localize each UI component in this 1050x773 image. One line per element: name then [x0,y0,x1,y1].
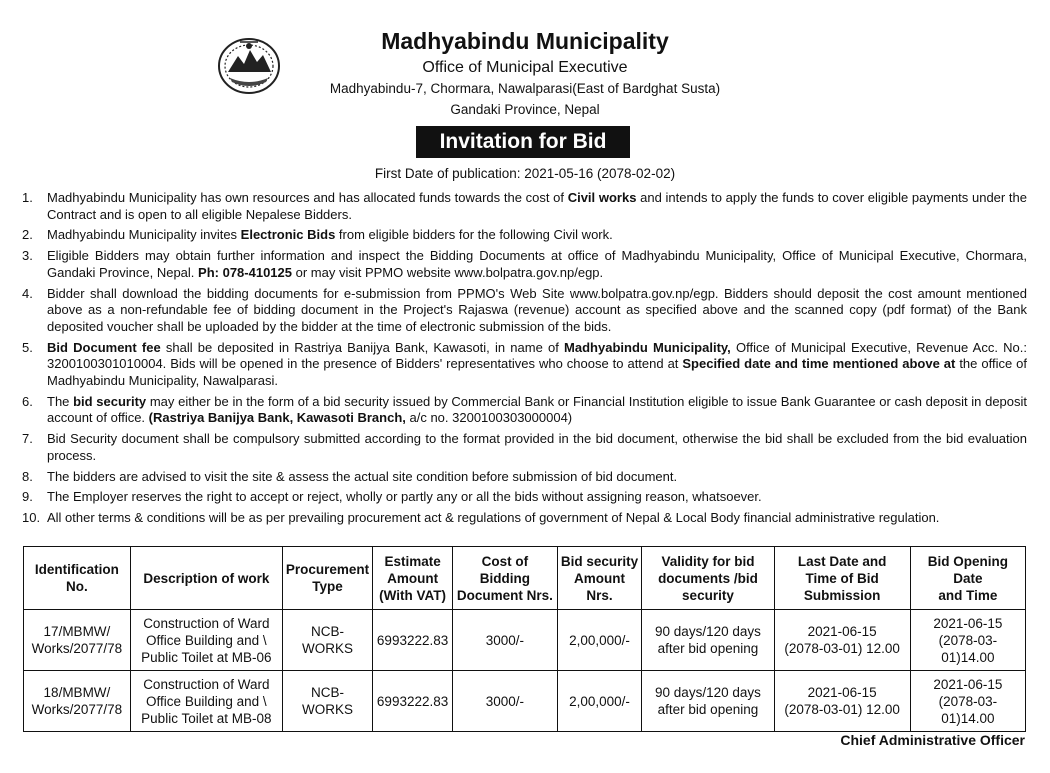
table-cell: 3000/- [453,671,558,732]
office-address: Madhyabindu-7, Chormara, Nawalparasi(East of Bardghat Susta) [329,81,721,96]
term-text: The Employer reserves the right to accept or reject, wholly or partly any or all the bids without assigning reason, whatsoever. [47,489,762,505]
terms-list [22,190,1027,531]
term-text-bold: Madhyabindu Municipality, [564,339,731,355]
term-item [22,489,1027,506]
term-text-bold: bid security [73,393,147,409]
term-number: 9. [22,489,33,505]
column-header: Identification No. [24,547,131,610]
column-header: Estimate Amount (With VAT) [373,547,453,610]
table-cell: 90 days/120 days after bid opening [642,671,774,732]
table-body [24,610,1026,732]
term-number: 6. [22,393,33,409]
term-text-bold: Bid Document fee [47,339,161,355]
term-text: a/c no. 3200100303000004) [405,410,573,426]
office-name: Office of Municipal Executive [422,59,628,76]
table-cell: 6993222.83 [373,671,453,732]
term-text: Madhyabindu Municipality has own resources and has allocated funds towards the cost of [47,190,568,205]
term-item [22,227,1027,244]
term-text: Bidder shall download the bidding documents for e-submission from PPMO's Web Site www.bolpatra.gov.np/egp. Bidders should deposit the cost amount mentioned above as a non-refundable fee of bidding document in the Project's Rajaswa (revenue) account as specified above and the scanned copy (pdf format) of the Bank deposited voucher shall be uploaded by the bidder at the time of electronic submission of the bids. [47,285,1027,334]
table-cell: 17/MBMW/ Works/2077/78 [24,610,131,671]
table-cell: Construction of Ward Office Building and \ Public Toilet at MB-06 [130,610,282,671]
column-header: Description of work [130,547,282,610]
column-header: Bid Opening Date and Time [910,547,1025,610]
table-cell: NCB- WORKS [282,610,372,671]
term-item [22,248,1027,281]
publication-date: First Date of publication: 2021-05-16 (2078-02-02) [374,166,676,181]
term-number: 1. [22,190,33,205]
term-number: 4. [22,285,33,301]
term-text: The [47,393,74,409]
term-text-bold: Specified date and time mentioned above at [682,356,956,372]
column-header: Bid security Amount Nrs. [557,547,642,610]
term-number: 2. [22,227,33,243]
term-text-bold: Civil works [567,190,637,205]
table-cell: 90 days/120 days after bid opening [642,610,774,671]
term-text-bold: Electronic Bids [240,227,336,243]
term-number: 10. [22,509,41,525]
table-cell: NCB- WORKS [282,671,372,732]
term-number: 5. [22,339,33,355]
table-cell: 2021-06-15 (2078-03-01) 12.00 [774,610,910,671]
term-text: the office of Madhyabindu Municipality, Nawalparasi. [47,356,1027,389]
term-text: Bid Security document shall be compulsory submitted according to the format provided in the bid document, otherwise the bid shall be excluded from the bid evaluation process. [47,431,1027,463]
table-row [24,610,1026,671]
term-number: 7. [22,431,33,447]
table-cell: 2,00,000/- [557,610,642,671]
table-row [24,671,1026,732]
term-text-bold: (Rastriya Banijya Bank, Kawasoti Branch, [148,410,406,426]
table-header-row [24,547,1026,610]
column-header: Cost of Bidding Document Nrs. [453,547,558,610]
term-text: may either be in the form of a bid security issued by Commercial Bank or Financial Institution eligible to issue Bank Guarantee or cash deposit in deposit account of office. [47,393,1028,426]
term-text: Eligible Bidders may obtain further information and inspect the Bidding Documents at office of Madhyabindu Municipality, Office of Municipal Executive, Chormara, Gandaki Province, Nepal. [47,248,1027,280]
table-cell: 18/MBMW/ Works/2077/78 [24,671,131,732]
term-text: shall be deposited in Rastriya Banijya Bank, Kawasoti, in name of [160,339,565,355]
table-cell: 6993222.83 [373,610,453,671]
term-item [22,190,1027,223]
term-text: Madhyabindu Municipality invites [47,227,241,243]
term-text: The bidders are advised to visit the site & assess the actual site condition before submission of bid document. [47,468,678,484]
term-text: All other terms & conditions will be as per prevailing procurement act & regulations of government of Nepal & Local Body financial administrative regulation. [47,509,940,525]
term-item [22,394,1027,427]
term-item [22,469,1027,486]
term-text: Office of Municipal Executive, Revenue Acc. No.: 3200100301010004. Bids will be opened in the presence of Bidders' representatives who choose to attend at [47,339,1027,372]
term-number: 3. [22,248,33,264]
table-cell: Construction of Ward Office Building and \ Public Toilet at MB-08 [130,671,282,732]
term-text-bold: Ph: 078-410125 [198,264,292,280]
table-cell: 2021-06-15 (2078-03-01)14.00 [910,610,1025,671]
term-text: from eligible bidders for the following Civil work. [335,227,613,243]
term-item [22,286,1027,336]
table-cell: 2,00,000/- [557,671,642,732]
organization-name: Madhyabindu Municipality [381,28,669,54]
term-item [22,431,1027,464]
column-header: Procurement Type [282,547,372,610]
signature-title: Chief Administrative Officer [840,732,1025,748]
term-text: and intends to apply the funds to cover eligible payments under the Contract and is open to all eligible Nepalese Bidders. [47,190,1028,222]
table-cell: 2021-06-15 (2078-03-01) 12.00 [774,671,910,732]
column-header: Validity for bid documents /bid security [642,547,774,610]
term-text: or may visit PPMO website www.bolpatra.gov.np/egp. [291,264,604,280]
table-cell: 2021-06-15 (2078-03-01)14.00 [910,671,1025,732]
term-item [22,510,1027,527]
bid-table [23,546,1026,732]
term-number: 8. [22,468,33,484]
office-province: Gandaki Province, Nepal [450,102,600,117]
term-item [22,340,1027,390]
notice-title-banner: Invitation for Bid [416,126,630,158]
table-cell: 3000/- [453,610,558,671]
column-header: Last Date and Time of Bid Submission [774,547,910,610]
